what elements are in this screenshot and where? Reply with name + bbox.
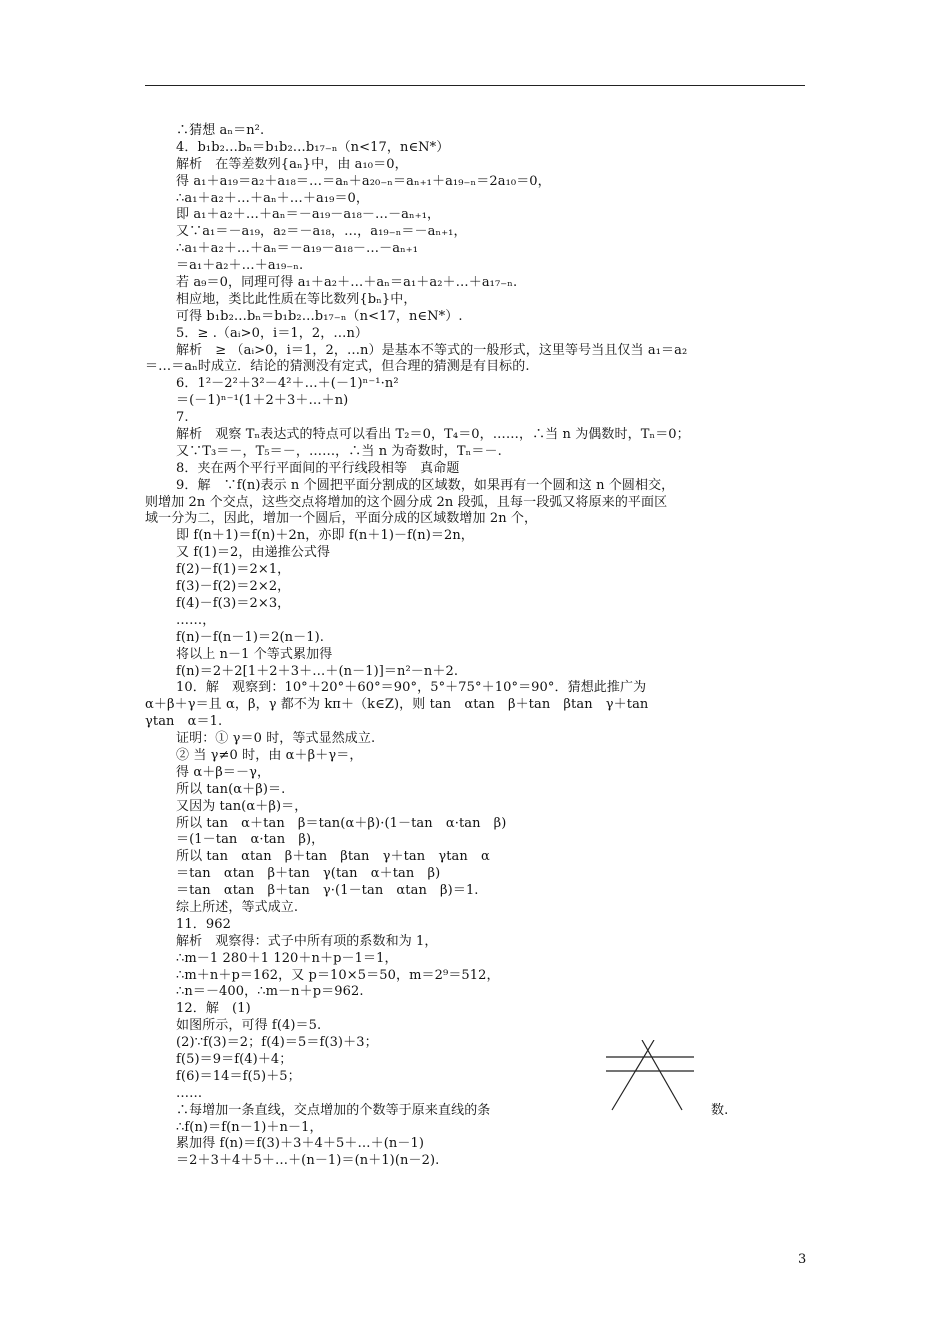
text-line: 6．1²－2²＋3²－4²＋…＋(－1)ⁿ⁻¹·n² <box>176 376 399 392</box>
text-line: ……， <box>176 612 216 628</box>
text-line: 又 f(1)＝2，由递推公式得 <box>176 545 331 561</box>
text-line: α＋β＋γ＝且 α，β，γ 都不为 kπ＋（k∈Z)，则 tan αtan β＋tan βtan γ＋tan <box>145 697 649 713</box>
text-line: 又∵T₃＝－，T₅＝－，……，∴当 n 为奇数时，Tₙ＝－. <box>176 443 502 459</box>
intersecting-lines-figure <box>598 1040 698 1112</box>
text-line: ② 当 γ≠0 时，由 α＋β＋γ＝， <box>176 747 363 763</box>
text-line: ∴m－1 280＋1 120＋n＋p－1＝1， <box>176 950 398 966</box>
text-line: 累加得 f(n)＝f(3)＋3＋4＋5＋…＋(n－1) <box>176 1136 424 1152</box>
text-line: 12．解 (1) <box>176 1001 251 1017</box>
text-line: 10．解 观察到：10°＋20°＋60°＝90°，5°＋75°＋10°＝90°．猜想此推广为 <box>176 680 647 696</box>
text-line: f(2)－f(1)＝2×1， <box>176 562 291 578</box>
text-line: …… <box>176 1085 203 1101</box>
page-number: 3 <box>798 1252 807 1267</box>
text-line: 相应地，类比此性质在等比数列{bₙ}中， <box>176 291 417 307</box>
text-line: 所以 tan α＋tan β＝tan(α＋β)·(1－tan α·tan β) <box>176 815 507 831</box>
text-line: ＝a₁＋a₂＋…＋a₁₉₋ₙ. <box>176 258 304 274</box>
text-line: f(4)－f(3)＝2×3， <box>176 595 291 611</box>
text-line: 综上所述，等式成立. <box>176 899 299 915</box>
text-line: 所以 tan(α＋β)＝. <box>176 781 286 797</box>
text-line: ∴m＋n＋p＝162，又 p＝10×5＝50，m＝2⁹＝512， <box>176 967 500 983</box>
text-line: 如图所示，可得 f(4)＝5. <box>176 1018 322 1034</box>
text-line: 又∵a₁＝－a₁₉，a₂＝－a₁₈，…，a₁₉₋ₙ＝－aₙ₊₁， <box>176 224 467 240</box>
text-line: f(n)＝2＋2[1＋2＋3＋…＋(n－1)]＝n²－n＋2. <box>176 663 459 679</box>
text-line: 可得 b₁b₂…bₙ＝b₁b₂…b₁₇₋ₙ（n<17，n∈N*）. <box>176 308 463 324</box>
text-line: ＝(1－tan α·tan β)， <box>176 832 325 848</box>
text-line: (2)∵f(3)＝2；f(4)＝5＝f(3)＋3； <box>176 1035 378 1051</box>
text-line: 9．解 ∵f(n)表示 n 个圆把平面分割成的区域数，如果再有一个圆和这 n 个圆相交， <box>176 477 675 493</box>
text-line: 所以 tan αtan β＋tan βtan γ＋tan γtan α <box>176 849 490 865</box>
header-rule <box>145 85 805 86</box>
text-line: 若 a₉＝0，同理可得 a₁＋a₂＋…＋aₙ＝a₁＋a₂＋…＋a₁₇₋ₙ. <box>176 275 518 291</box>
text-line: ∴猜想 aₙ＝n². <box>176 123 265 138</box>
text-line-tail: 数. <box>711 1102 729 1118</box>
text-line: 即 f(n＋1)＝f(n)＋2n，亦即 f(n＋1)－f(n)＝2n， <box>176 528 474 544</box>
text-line <box>176 1103 816 1120</box>
text-line: ∴n＝－400，∴m－n＋p＝962. <box>176 984 364 1000</box>
text-line: ∴f(n)＝f(n－1)＋n－1， <box>176 1119 323 1135</box>
text-line: f(n)－f(n－1)＝2(n－1). <box>176 629 325 645</box>
text-line: 证明：① γ＝0 时，等式显然成立. <box>176 731 376 747</box>
text-line: 将以上 n－1 个等式累加得 <box>176 646 333 662</box>
text-line: 域一分为二，因此，增加一个圆后，平面分成的区域数增加 2n 个， <box>145 511 538 527</box>
text-line: ＝2＋3＋4＋5＋…＋(n－1)＝(n＋1)(n－2). <box>176 1153 440 1169</box>
text-line: 4．b₁b₂…bₙ＝b₁b₂…b₁₇₋ₙ（n<17，n∈N*） <box>176 139 450 155</box>
text-line: f(5)＝9＝f(4)＋4； <box>176 1051 293 1067</box>
text-line: γtan α＝1. <box>145 714 223 730</box>
text-line: 得 α＋β＝－γ， <box>176 764 271 780</box>
text-line: ∴a₁＋a₂＋…＋aₙ＝－a₁₉－a₁₈－…－aₙ₊₁ <box>176 241 419 257</box>
text-line: ＝tan αtan β＋tan γ(tan α＋tan β) <box>176 866 441 882</box>
text-line: 得 a₁＋a₁₉＝a₂＋a₁₈＝…＝aₙ＋a₂₀₋ₙ＝aₙ₊₁＋a₁₉₋ₙ＝2a₁₀＝0， <box>176 173 551 189</box>
text-line: 8．夹在两个平行平面间的平行线段相等 真命题 <box>176 460 460 476</box>
text-line: 即 a₁＋a₂＋…＋aₙ＝－a₁₉－a₁₈－…－aₙ₊₁， <box>176 207 441 223</box>
text-line: ＝tan αtan β＋tan γ·(1－tan αtan β)＝1. <box>176 883 479 899</box>
text-line: 解析 ≥ （aᵢ>0，i＝1，2，…n）是基本不等式的一般形式，这里等号当且仅当 a₁＝a₂ <box>176 342 688 358</box>
text-line: 解析 观察 Tₙ表达式的特点可以看出 T₂＝0，T₄＝0，……，∴当 n 为偶数时，Tₙ＝0； <box>176 427 690 443</box>
text-line: 又因为 tan(α＋β)＝， <box>176 798 308 814</box>
text-line: 11．962 <box>176 916 231 932</box>
text-line: ＝(－1)ⁿ⁻¹(1＋2＋3＋…＋n) <box>176 393 349 409</box>
text-line: 解析 观察得：式子中所有项的系数和为 1， <box>176 933 438 949</box>
solution-text <box>145 123 816 1170</box>
text-line: ∴a₁＋a₂＋…＋aₙ＋…＋a₁₉＝0， <box>176 190 370 206</box>
text-line: 5．≥ .（aᵢ>0，i＝1，2，…n） <box>176 325 369 341</box>
text-line: f(6)＝14＝f(5)＋5； <box>176 1068 301 1084</box>
text-line: 7. <box>176 410 189 426</box>
text-line: f(3)－f(2)＝2×2， <box>176 579 291 595</box>
text-line: ＝…＝aₙ时成立．结论的猜测没有定式，但合理的猜测是有目标的. <box>145 359 530 375</box>
text-line-start: ∴每增加一条直线，交点增加的个数等于原来直线的条 <box>176 1102 491 1118</box>
text-line: 则增加 2n 个交点，这些交点将增加的这个圆分成 2n 段弧，且每一段弧又将原来的平面区 <box>145 494 668 510</box>
figure-line <box>642 1040 682 1110</box>
text-line: 解析 在等差数列{aₙ}中，由 a₁₀＝0， <box>176 156 408 172</box>
